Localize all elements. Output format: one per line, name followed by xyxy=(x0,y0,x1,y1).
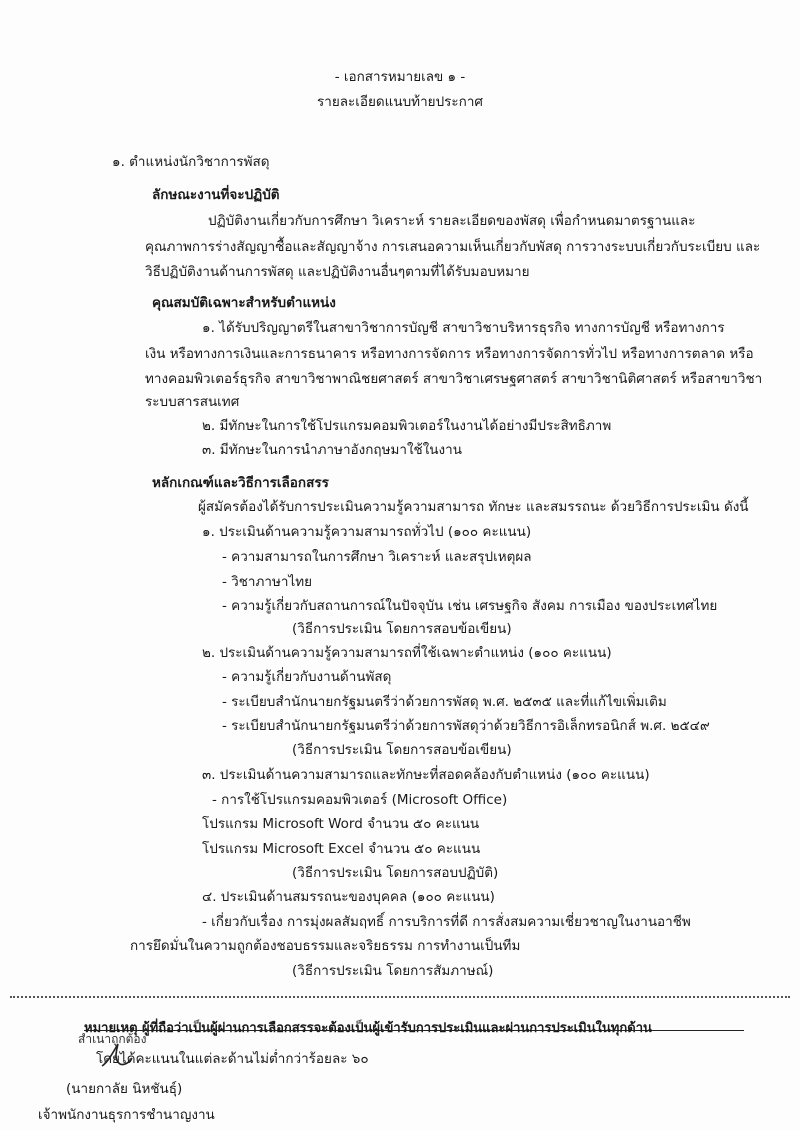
signer-name: (นายกาลัย นิหชันธุ์) xyxy=(66,1081,183,1097)
selection-line: ผู้สมัครต้องได้รับการประเมินความรู้ความสามารถ ทักษะ และสมรรถนะ ด้วยวิธีการประเมิน ดังนี้ xyxy=(198,499,749,515)
selection-line: - วิชาภาษาไทย xyxy=(222,574,313,590)
selection-line: การยึดมั่นในความถูกต้องชอบธรรมและจริยธรรม การทำงานเป็นทีม xyxy=(130,938,521,954)
qualification-line: ระบบสารสนเทศ xyxy=(145,394,240,410)
qualifications-heading: คุณสมบัติเฉพาะสำหรับตำแหน่ง xyxy=(152,295,336,311)
selection-line: ๔. ประเมินด้านสมรรถนะของบุคคล (๑๐๐ คะแนน) xyxy=(202,889,495,905)
note-line: โดยได้คะแนนในแต่ละด้านไม่ต่ำกว่าร้อยละ ๖๐ xyxy=(96,1051,369,1067)
document-reference: - เอกสารหมายเลข ๑ - xyxy=(334,69,466,85)
scan-divider xyxy=(10,996,790,998)
copy-stamp: สำเนาถูกต้อง xyxy=(78,1032,147,1046)
signer-title: เจ้าพนักงานธุรการชำนาญงาน xyxy=(38,1107,215,1123)
qualification-line: ๓. มีทักษะในการนำภาษาอังกฤษมาใช้ในงาน xyxy=(202,442,462,458)
duties-heading: ลักษณะงานที่จะปฏิบัติ xyxy=(152,187,280,203)
duties-line: ปฏิบัติงานเกี่ยวกับการศึกษา วิเคราะห์ รายละเอียดของพัสดุ เพื่อกำหนดมาตรฐานและ xyxy=(208,213,696,229)
strike-rule xyxy=(84,1030,744,1031)
selection-line: โปรแกรม Microsoft Excel จำนวน ๕๐ คะแนน xyxy=(202,841,481,857)
signature-mark xyxy=(96,1040,136,1070)
selection-line: (วิธีการประเมิน โดยการสอบปฏิบัติ) xyxy=(292,865,499,881)
duties-line: วิธีปฏิบัติงานด้านการพัสดุ และปฏิบัติงานอื่นๆตามที่ได้รับมอบหมาย xyxy=(145,264,530,280)
document-title: รายละเอียดแนบท้ายประกาศ xyxy=(317,94,483,110)
selection-line: - ความรู้เกี่ยวกับสถานการณ์ในปัจจุบัน เช่น เศรษฐกิจ สังคม การเมือง ของประเทศไทย xyxy=(222,598,718,614)
duties-line: คุณภาพการร่างสัญญาซื้อและสัญญาจ้าง การเสนอความเห็นเกี่ยวกับพัสดุ การวางระบบเกี่ยวกับระเบียบ และ xyxy=(145,239,761,255)
selection-line: (วิธีการประเมิน โดยการสอบข้อเขียน) xyxy=(292,742,512,758)
selection-line: - เกี่ยวกับเรื่อง การมุ่งผลสัมฤทธิ์ การบริการที่ดี การสั่งสมความเชี่ยวชาญในงานอาชีพ xyxy=(202,914,691,930)
selection-line: - ความสามารถในการศึกษา วิเคราะห์ และสรุปเหตุผล xyxy=(222,549,532,565)
qualification-line: ๑. ได้รับปริญญาตรีในสาขาวิชาการบัญชี สาขาวิชาบริหารธุรกิจ ทางการบัญชี หรือทางการ xyxy=(202,320,725,336)
selection-line: - การใช้โปรแกรมคอมพิวเตอร์ (Microsoft Office) xyxy=(212,792,508,808)
selection-line: - ความรู้เกี่ยวกับงานด้านพัสดุ xyxy=(222,669,392,685)
selection-line: ๓. ประเมินด้านความสามารถและทักษะที่สอดคล้องกับตำแหน่ง (๑๐๐ คะแนน) xyxy=(202,767,650,783)
selection-line: ๒. ประเมินด้านความรู้ความสามารถที่ใช้เฉพาะตำแหน่ง (๑๐๐ คะแนน) xyxy=(202,645,612,661)
note-line: หมายเหตุ ผู้ที่ถือว่าเป็นผู้ผ่านการเลือกสรรจะต้องเป็นผู้เข้ารับการประเมินและผ่านการประเมินในทุกด้าน xyxy=(84,1021,652,1036)
selection-line: - ระเบียบสำนักนายกรัฐมนตรีว่าด้วยการพัสดุ พ.ศ. ๒๕๓๕ และที่แก้ไขเพิ่มเติม xyxy=(222,694,667,710)
position-heading: ๑. ตำแหน่งนักวิชาการพัสดุ xyxy=(112,154,270,170)
selection-heading: หลักเกณฑ์และวิธีการเลือกสรร xyxy=(152,475,329,491)
selection-line: โปรแกรม Microsoft Word จำนวน ๕๐ คะแนน xyxy=(202,816,480,832)
selection-line: ๑. ประเมินด้านความรู้ความสามารถทั่วไป (๑๐๐ คะแนน) xyxy=(202,524,532,540)
qualification-line: ทางคอมพิวเตอร์ธุรกิจ สาขาวิชาพาณิชยศาสตร์ สาขาวิชาเศรษฐศาสตร์ สาขาวิชานิติศาสตร์ หรือสาขาวิชา xyxy=(145,371,763,387)
qualification-line: เงิน หรือทางการเงินและการธนาคาร หรือทางการจัดการ หรือทางการจัดการทั่วไป หรือทางการตลาด หรือ xyxy=(145,346,754,362)
selection-line: (วิธีการประเมิน โดยการสัมภาษณ์) xyxy=(292,963,494,979)
selection-line: (วิธีการประเมิน โดยการสอบข้อเขียน) xyxy=(292,621,512,637)
selection-line: - ระเบียบสำนักนายกรัฐมนตรีว่าด้วยการพัสดุว่าด้วยวิธีการอิเล็กทรอนิกส์ พ.ศ. ๒๕๔๙ xyxy=(222,718,710,734)
qualification-line: ๒. มีทักษะในการใช้โปรแกรมคอมพิวเตอร์ในงานได้อย่างมีประสิทธิภาพ xyxy=(202,418,612,434)
